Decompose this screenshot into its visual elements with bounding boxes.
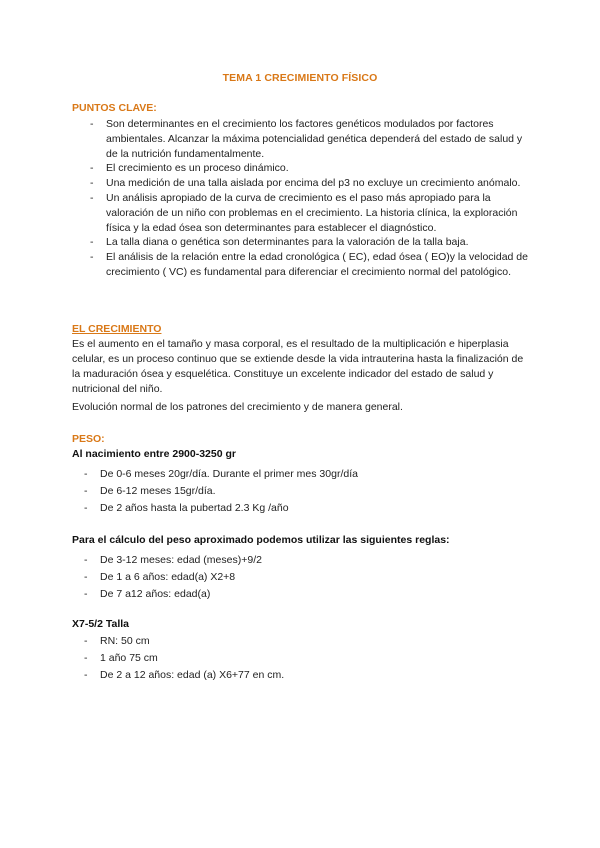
weight-section	[72, 432, 528, 518]
growth-section	[72, 322, 528, 415]
growth-paragraph: Es el aumento en el tamaño y masa corporal, es el resultado de la multiplicación e hiperplasia celular, es un proceso continuo que se extiende desde la vida intrauterina hasta la finalización de la maduración ósea y esquelética. Constituye un excelente indicador del estado de salud y nutricional del niño.	[72, 338, 524, 395]
list-item: - El análisis de la relación entre la edad cronológica ( EC), edad ósea ( EO)y la velocidad de crecimiento ( VC) es fundamental para diferenciar el crecimiento normal del patológico.	[72, 250, 528, 280]
key-points-section	[72, 101, 528, 280]
key-points-heading: PUNTOS CLAVE:	[72, 102, 157, 114]
growth-heading: EL CRECIMIENTO	[72, 323, 162, 335]
list-item: - De 1 a 6 años: edad(a) X2+8	[72, 569, 528, 586]
height-list	[72, 633, 528, 685]
list-item: - De 2 a 12 años: edad (a) X6+77 en cm.	[72, 667, 528, 684]
weight-rules-heading: Para el cálculo del peso aproximado podemos utilizar las siguientes reglas:	[72, 534, 450, 546]
list-item: - De 6-12 meses 15gr/día.	[72, 483, 528, 500]
list-item: - RN: 50 cm	[72, 633, 528, 650]
weight-heading: PESO:	[72, 433, 105, 445]
list-item: - Una medición de una talla aislada por encima del p3 no excluye un crecimiento anómalo.	[72, 176, 528, 191]
weight-rules-section	[72, 533, 528, 604]
list-item: - La talla diana o genética son determinantes para la valoración de la talla baja.	[72, 235, 528, 250]
list-item: - De 3-12 meses: edad (meses)+9/2	[72, 552, 528, 569]
height-section	[72, 617, 528, 685]
list-item: - 1 año 75 cm	[72, 650, 528, 667]
weight-list	[72, 466, 528, 518]
list-item: - De 0-6 meses 20gr/día. Durante el primer mes 30gr/día	[72, 466, 528, 483]
list-item: - De 7 a12 años: edad(a)	[72, 586, 528, 603]
height-heading: X7-5/2 Talla	[72, 618, 130, 630]
list-item: - Un análisis apropiado de la curva de crecimiento es el paso más apropiado para la valoración de un niño con problemas en el crecimiento. La historia clínica, la exploración física y la edad ósea son determinantes para establecer el diagnóstico.	[72, 191, 528, 235]
weight-rules-list	[72, 552, 528, 604]
document-title: TEMA 1 CRECIMIENTO FÍSICO	[222, 72, 378, 84]
growth-evolution-text: Evolución normal de los patrones del crecimiento y de manera general.	[72, 401, 403, 413]
key-points-list	[72, 117, 528, 280]
list-item: - Son determinantes en el crecimiento los factores genéticos modulados por factores ambientales. Alcanzar la máxima potencialidad genética dependerá del estado de salud y de la nutrición fundamentalmente.	[72, 117, 528, 161]
list-item: - El crecimiento es un proceso dinámico.	[72, 161, 528, 176]
birth-weight-subheading: Al nacimiento entre 2900-3250 gr	[72, 448, 236, 460]
list-item: - De 2 años hasta la pubertad 2.3 Kg /año	[72, 500, 528, 517]
